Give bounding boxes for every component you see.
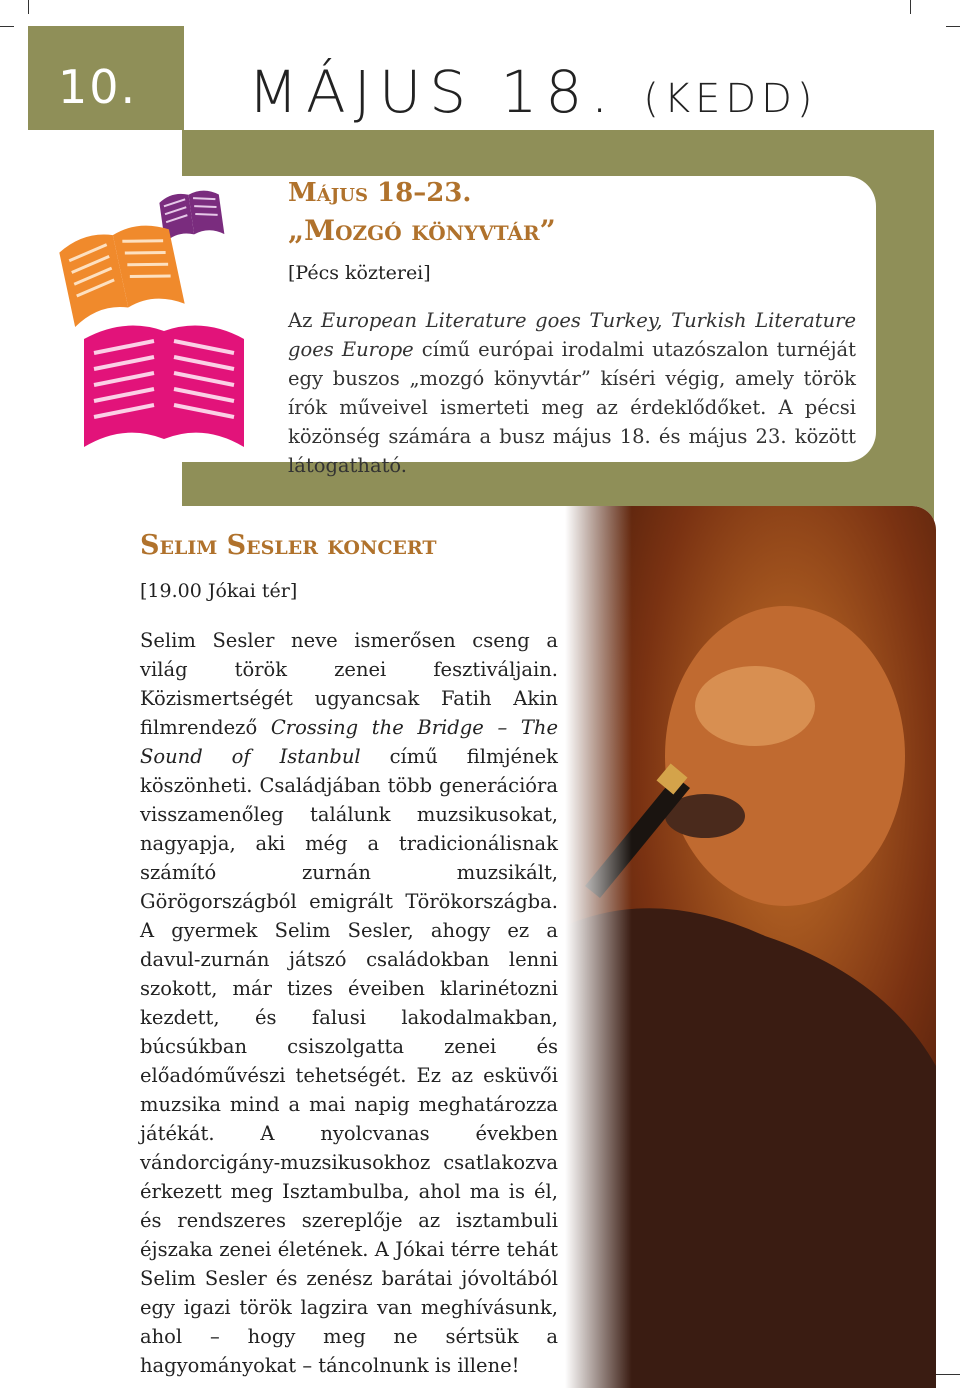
event1-description: [288, 306, 856, 480]
page-title: [248, 58, 818, 126]
page-number: 10.: [58, 60, 138, 114]
event2-text-italic: Crossing the Bridge – The Sound of Istanbul: [140, 716, 558, 768]
crop-mark: [28, 0, 29, 14]
event2-title: Selim Sesler koncert: [140, 530, 437, 561]
event2-venue: [19.00 Jókai tér]: [140, 580, 298, 602]
event1-text-italic: European Literature goes Turkey, Turkish Literature goes Europe: [288, 309, 856, 361]
event1-date: Május 18–23.: [288, 178, 472, 208]
page-date: MÁJUS 18.: [248, 58, 617, 126]
event1-title: „Mozgó könyvtár”: [288, 214, 556, 247]
musician-photo: [565, 506, 936, 1388]
event2-description: [140, 626, 558, 1380]
crop-mark: [910, 0, 911, 14]
event1-text-a: Az: [288, 309, 322, 332]
crop-mark: [934, 1374, 960, 1375]
event1-venue: [Pécs közterei]: [288, 262, 431, 284]
page-day: (KEDD): [643, 76, 818, 122]
event1-text-b: című európai irodalmi utazószalon turnéját egy buszos „mozgó könyvtár” kíséri végig, amely török írók műveivel ismerteti meg az érdeklődőket. A pécsi közönség számára a busz május 18. és május 23. között látogatható.: [288, 338, 856, 477]
crop-mark: [946, 26, 960, 27]
crop-mark: [0, 26, 14, 27]
event2-text-a: Selim Sesler neve ismerősen cseng a világ török zenei fesztiváljain. Közismertségét ugyancsak Fatih Akin filmrendező: [140, 629, 558, 739]
event2-text-b: című filmjének köszönheti. Családjában több generációra visszamenőleg találunk muzsikusokat, nagyapja, aki még a tradicionálisnak számító zurnán muzsikált, Görögországból emigrált Törökországba. A gyermek Selim Sesler, ahogy ez a davul-zurnán játszó családokban lenni szokott, már tizes éveiben klarinétozni kezdett, és falusi lakodalmakban, búcsúkban csiszolgatta zenei és előadóművészi tehetségét. Ez az esküvői muzsika mind a mai napig meghatározza játékát. A nyolcvanas években vándorcigány-muzsikusokhoz csatlakozva érkezett meg Isztambulba, ahol ma is él, és rendszeres szereplője az isztambuli éjszaka zenei életének. A Jókai térre tehát Selim Sesler és zenész barátai jóvoltából egy igazi török lagzira van meghívásunk, ahol – hogy meg ne sértsük a hagyományokat – táncolnunk is illene!: [140, 745, 558, 1377]
books-icon: [50, 185, 260, 455]
